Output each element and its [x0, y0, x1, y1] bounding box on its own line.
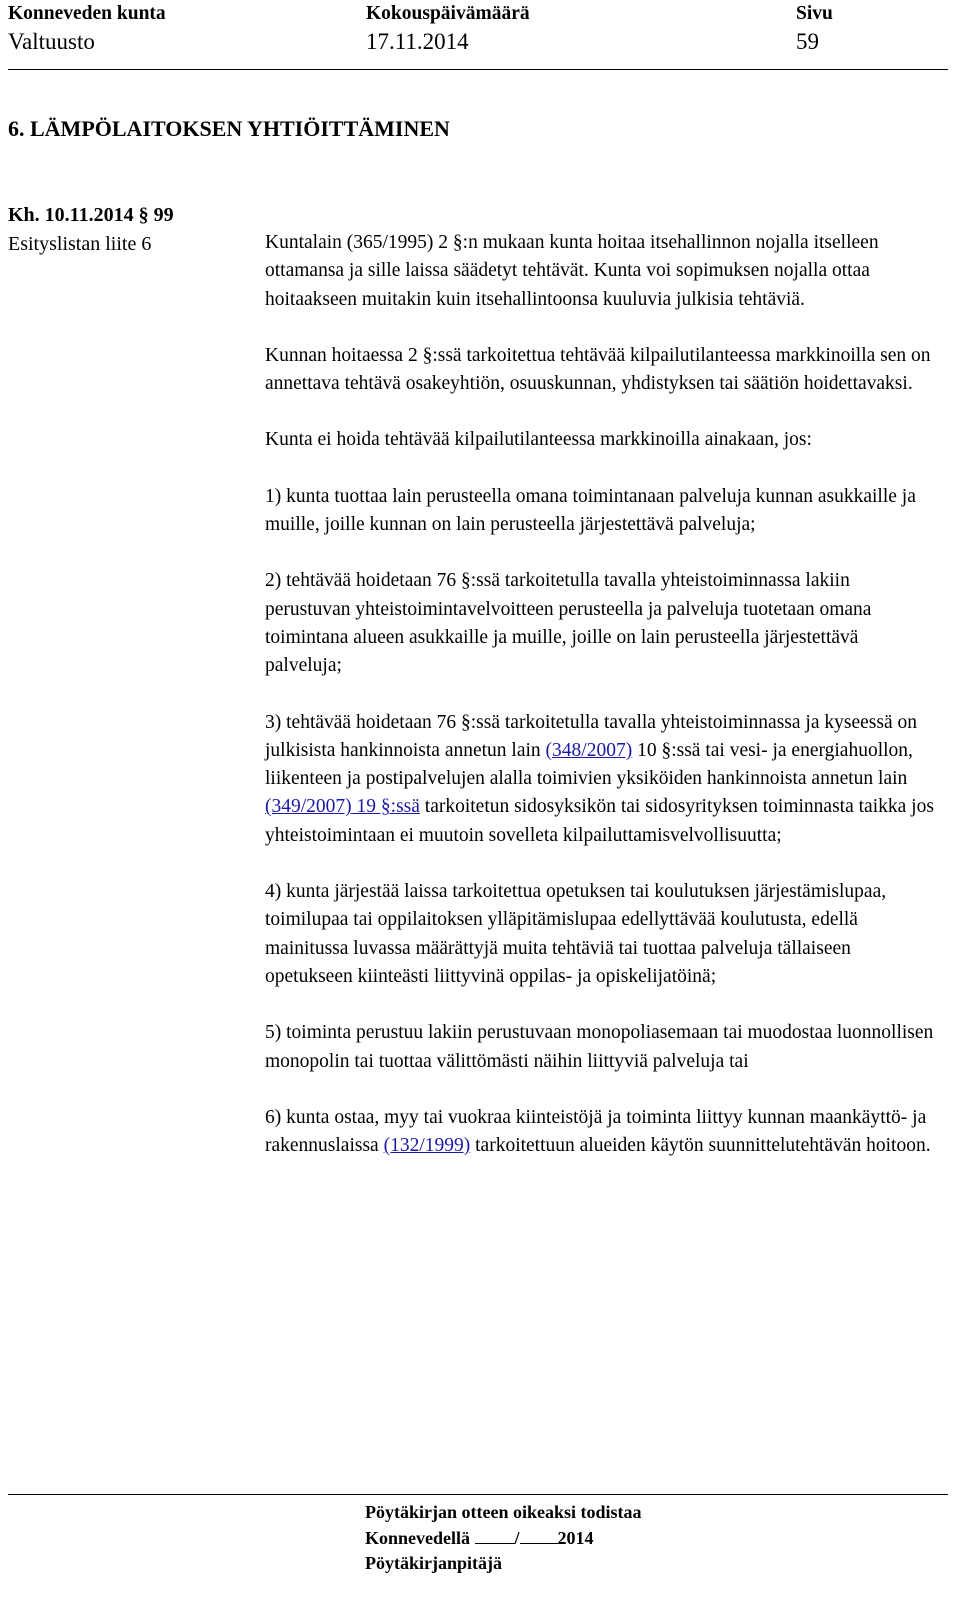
header-page — [796, 0, 833, 57]
list-item-3-text-a: 3) tehtävää hoidetaan 76 §:ssä tarkoitetulla tavalla yhteistoiminnassa ja kyseessä on julkisista hankinnoista annetun lain — [265, 711, 917, 761]
list-item-4: 4) kunta järjestää laissa tarkoitettua opetuksen tai koulutuksen järjestämislupaa, toimilupaa tai oppilaitoksen ylläpitämislupaa edellyttävää koulutusta, edellä mainitussa luvassa määrättyjä muita tehtäviä tai tuottaa palveluja tällaiseen opetukseen kiinteästi liittyvinä oppilas- ja opiskelijatöinä; — [265, 881, 887, 987]
footer-divider — [8, 1494, 948, 1495]
header-date — [366, 0, 530, 57]
footer-certification: Pöytäkirjan otteen oikeaksi todistaa — [365, 1502, 642, 1522]
page-footer — [365, 1500, 642, 1576]
paragraph-municipal-act: Kuntalain (365/1995) 2 §:n mukaan kunta hoitaa itsehallinnon nojalla itselleen ottamansa ja sille laissa säädetyt tehtävät. Kunta voi sopimuksen nojalla ottaa hoitaakseen muitakin kuin itsehallintoonsa kuuluvia julkisia tehtäviä. — [265, 232, 879, 310]
meeting-reference: Kh. 10.11.2014 § 99 — [8, 204, 174, 226]
law-link-348-2007[interactable]: (348/2007) — [545, 739, 633, 761]
page-number: 59 — [796, 29, 819, 54]
section-title: 6. LÄMPÖLAITOKSEN YHTIÖITTÄMINEN — [8, 116, 450, 141]
day-blank — [475, 1525, 515, 1544]
document-body — [265, 229, 940, 1188]
list-item-3-text-c: tarkoitetun sidosyksikön tai sidosyrityksen toiminnasta taikka jos yhteistoimintaan ei muutoin sovelleta kilpailuttamisvelvollisuutta; — [265, 796, 934, 846]
list-item-3-text-b: 10 §:ssä tai vesi- ja energiahuollon, liikenteen ja postipalvelujen alalla toimivien yksiköiden hankinnoista annetun lain — [265, 739, 913, 790]
list-item-6 — [265, 1104, 940, 1161]
page-header — [8, 0, 948, 70]
list-item-5: 5) toiminta perustuu lakiin perustuvaan monopoliasemaan tai muodostaa luonnollisen monopolin tai tuottaa välittömästi näihin liittyviä palveluja tai — [265, 1022, 934, 1072]
page-label: Sivu — [796, 3, 833, 24]
list-item-1: 1) kunta tuottaa lain perusteella omana toimintanaan palveluja kunnan asukkaille ja muille, joille kunnan on lain perusteella järjestettävä palveluja; — [265, 485, 916, 536]
paragraph-competition: Kunnan hoitaessa 2 §:ssä tarkoitettua tehtävää kilpailutilanteessa markkinoilla sen on annettava tehtävä osakeyhtiön, osuuskunnan, yhdistyksen tai säätiön hoidettavaksi. — [265, 344, 931, 395]
law-link-132-1999[interactable]: (132/1999) — [383, 1135, 471, 1157]
footer-place-date — [365, 1525, 642, 1551]
paragraph-conditions-intro: Kunta ei hoida tehtävää kilpailutilanteessa markkinoilla ainakaan, jos: — [265, 429, 812, 451]
date-label: Kokouspäivämäärä — [366, 3, 530, 24]
attachment-reference: Esityslistan liite 6 — [8, 233, 152, 255]
header-org — [8, 0, 166, 57]
list-item-6-text-b: tarkoitettuun alueiden käytön suunnittelutehtävän hoitoon. — [470, 1135, 931, 1157]
footer-year: 2014 — [557, 1528, 594, 1548]
org-label: Konneveden kunta — [8, 3, 166, 24]
list-item-3 — [265, 709, 940, 850]
header-divider — [8, 69, 948, 70]
footer-separator: / — [514, 1528, 520, 1548]
footer-place: Konnevedellä — [365, 1528, 471, 1548]
list-item-2: 2) tehtävää hoidetaan 76 §:ssä tarkoitetulla tavalla yhteistoiminnassa lakiin perustuvan yhteistoimintavelvoitteen perusteella ja palveluja tuotetaan omana toimintana alueen asukkaille ja muille, joille on lain perusteella järjestettävä palveluja; — [265, 570, 872, 677]
month-blank — [520, 1525, 558, 1544]
list-item-6-text-a: 6) kunta ostaa, myy tai vuokraa kiinteistöjä ja toiminta liittyy kunnan maankäyttö- ja rakennuslaissa — [265, 1106, 927, 1157]
law-link-349-2007[interactable]: (349/2007) 19 §:ssä — [265, 796, 420, 818]
org-body: Valtuusto — [8, 29, 95, 54]
footer-secretary: Pöytäkirjanpitäjä — [365, 1553, 502, 1573]
date-value: 17.11.2014 — [366, 29, 469, 54]
